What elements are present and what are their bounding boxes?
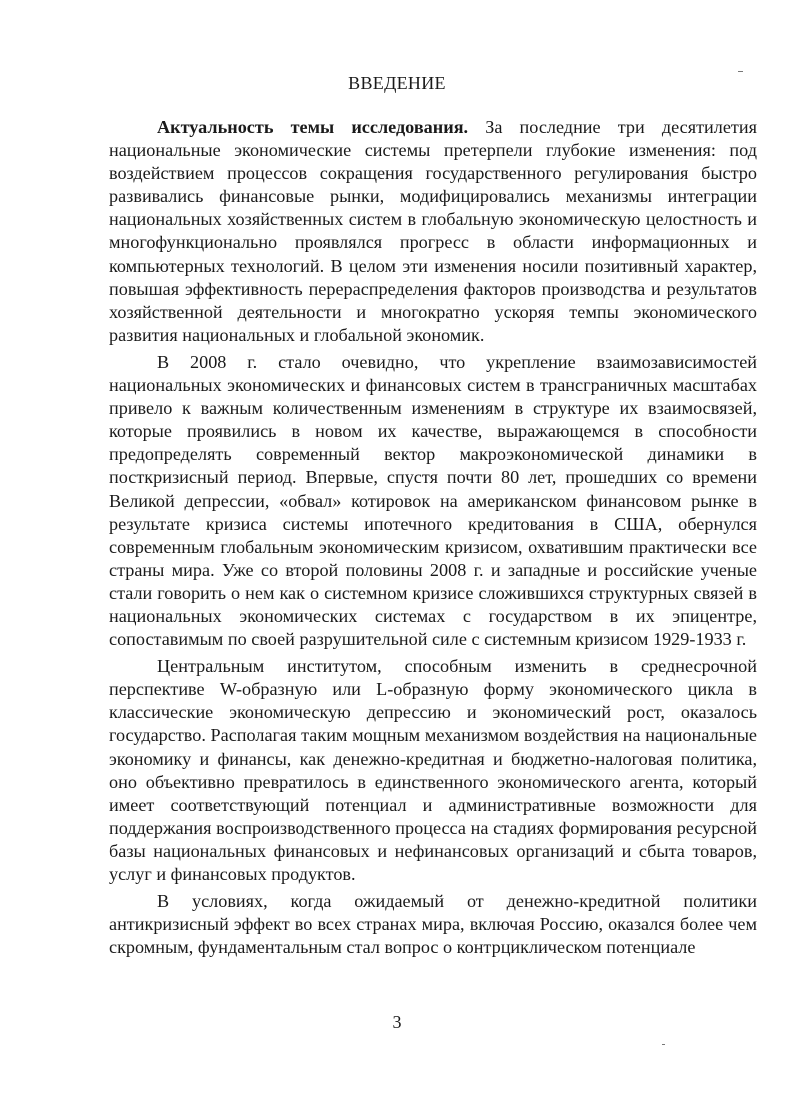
scan-speck (662, 1044, 665, 1045)
paragraph-monetary-policy: В условиях, когда ожидаемый от денежно-кредитной политики антикризисный эффект во всех странах мира, включая Россию, оказался более чем скромным, фундаментальным стал вопрос о контрциклическом потенциале (109, 891, 757, 958)
paragraph-relevance (109, 116, 757, 347)
document-body (109, 116, 757, 959)
scan-speck (738, 71, 743, 72)
section-title: ВВЕДЕНИЕ (348, 73, 446, 93)
paragraph-lead-heading: Актуальность темы исследования. (157, 117, 469, 137)
page-number: 3 (392, 1012, 402, 1032)
paragraph-central-institution: Центральным институтом, способным изменить в среднесрочной перспективе W-образную или L-образную форму экономического цикла в классические экономическую депрессию и экономический рост, оказалось государство. Располагая таким мощным механизмом воздействия на национальные экономику и финансы, как денежно-кредитная и бюджетно-налоговая политика, оно объективно превратилось в единственного экономического агента, который имеет соответствующий потенциал и административные возможности для поддержания воспроизводственного процесса на стадиях формирования ресурсной базы национальных финансовых и нефинансовых организаций и сбыта товаров, услуг и финансовых продуктов. (109, 656, 757, 884)
paragraph-2008-crisis: В 2008 г. стало очевидно, что укрепление взаимозависимостей национальных экономических и финансовых систем в трансграничных масштабах привело к важным количественным изменениям в структуре их взаимосвязей, которые проявились в новом их качестве, выражающемся в способности предопределять современный вектор макроэкономической динамики в посткризисный период. Впервые, спустя почти 80 лет, прошедших со времени Великой депрессии, «обвал» котировок на американском финансовом рынке в результате кризиса системы ипотечного кредитования в США, обернулся современным глобальным экономическим кризисом, охватившим практически все страны мира. Уже со второй половины 2008 г. и западные и российские ученые стали говорить о нем как о системном кризисе сложившихся структурных связей в национальных экономических системах с государством в их эпицентре, сопоставимым по своей разрушительной силе с системным кризисом 1929-1933 г. (109, 351, 757, 650)
paragraph-text: За последние три десятилетия национальные экономические системы претерпели глубокие изменения: под воздействием процессов сокращения государственного регулирования быстро развивались финансовые рынки, модифицировались механизмы интеграции национальных хозяйственных систем в глобальную экономическую целостность и многофункционально проявлялся прогресс в области информационных и компьютерных технологий. В целом эти изменения носили позитивный характер, повышая эффективность перераспределения факторов производства и результатов хозяйственной деятельности и многократно ускоряя темпы экономического развития национальных и глобальной экономик. (109, 117, 757, 345)
